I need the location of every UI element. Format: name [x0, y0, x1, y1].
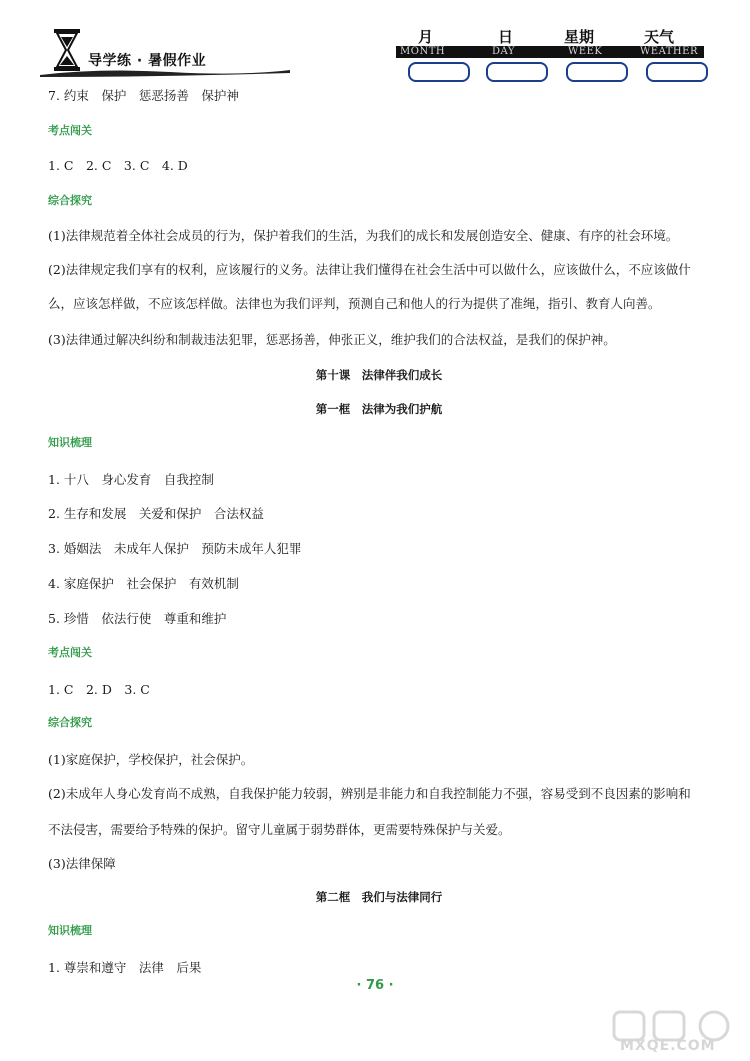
answer-line: 1. 尊崇和遵守 法律 后果: [48, 960, 202, 975]
weather-en-label: WEATHER: [640, 46, 698, 57]
brand-title: 导学练 · 暑假作业: [88, 53, 207, 69]
week-label: 星期: [564, 28, 595, 46]
answer-line: 2. 生存和发展 关爱和保护 合法权益: [48, 506, 264, 521]
week-en-label: WEEK: [568, 46, 603, 57]
day-en-label: DAY: [492, 46, 515, 57]
answer-line: 3. 婚姻法 未成年人保护 预防未成年人犯罪: [48, 541, 302, 556]
section-label: 考点闯关: [48, 124, 92, 137]
section-label: 综合探究: [48, 194, 92, 207]
answer-line: 么，应该怎样做，不应该怎样做。法律也为我们评判，预测自己和他人的行为提供了准绳，指引、教育人向善。: [48, 296, 661, 311]
answer-line: (3)法律通过解决纠纷和制裁违法犯罪，惩恶扬善，伸张正义，维护我们的合法权益，是我们的保护神。: [48, 332, 616, 347]
answer-line: 1. C 2. C 3. C 4. D: [48, 158, 188, 173]
answer-line: (3)法律保障: [48, 856, 116, 871]
answer-line: 7. 约束 保护 惩恶扬善 保护神: [48, 88, 239, 103]
month-input-box[interactable]: [408, 62, 470, 82]
page-number: · 76 ·: [356, 978, 394, 993]
date-english-bar: [396, 46, 704, 58]
day-label: 日: [498, 28, 514, 46]
brush-stroke-decoration: [40, 66, 290, 78]
answer-line: 不法侵害，需要给予特殊的保护。留守儿童属于弱势群体，更需要特殊保护与关爱。: [48, 822, 511, 837]
watermark-text: MXQE.COM: [620, 1038, 716, 1054]
answer-line: (1)家庭保护，学校保护，社会保护。: [48, 752, 254, 767]
answer-line: 4. 家庭保护 社会保护 有效机制: [48, 576, 239, 591]
answer-line: (1)法律规范着全体社会成员的行为，保护着我们的生活，为我们的成长和发展创造安全、健康、有序的社会环境。: [48, 228, 679, 243]
weather-input-box[interactable]: [646, 62, 708, 82]
answer-line: 1. C 2. D 3. C: [48, 682, 150, 697]
weather-label: 天气: [644, 28, 675, 46]
section-label: 综合探究: [48, 716, 92, 729]
subsection-heading: 第一框 法律为我们护航: [315, 402, 443, 416]
date-label-row: [398, 26, 704, 48]
answer-line: 5. 珍惜 依法行使 尊重和维护: [48, 611, 227, 626]
section-label: 考点闯关: [48, 646, 92, 659]
subsection-heading: 第二框 我们与法律同行: [315, 890, 443, 904]
month-label: 月: [418, 28, 434, 46]
answer-line: (2)未成年人身心发育尚不成熟，自我保护能力较弱，辨别是非能力和自我控制能力不强，容易受到不良因素的影响和: [48, 786, 691, 801]
answer-line: 1. 十八 身心发育 自我控制: [48, 472, 214, 487]
lesson-heading: 第十课 法律伴我们成长: [315, 368, 443, 382]
day-input-box[interactable]: [486, 62, 548, 82]
month-en-label: MONTH: [400, 46, 446, 57]
week-input-box[interactable]: [566, 62, 628, 82]
answer-line: (2)法律规定我们享有的权利，应该履行的义务。法律让我们懂得在社会生活中可以做什么，应该做什么，不应该做什: [48, 262, 691, 277]
page-header: [0, 0, 750, 82]
section-label: 知识梳理: [48, 924, 92, 937]
section-label: 知识梳理: [48, 436, 92, 449]
